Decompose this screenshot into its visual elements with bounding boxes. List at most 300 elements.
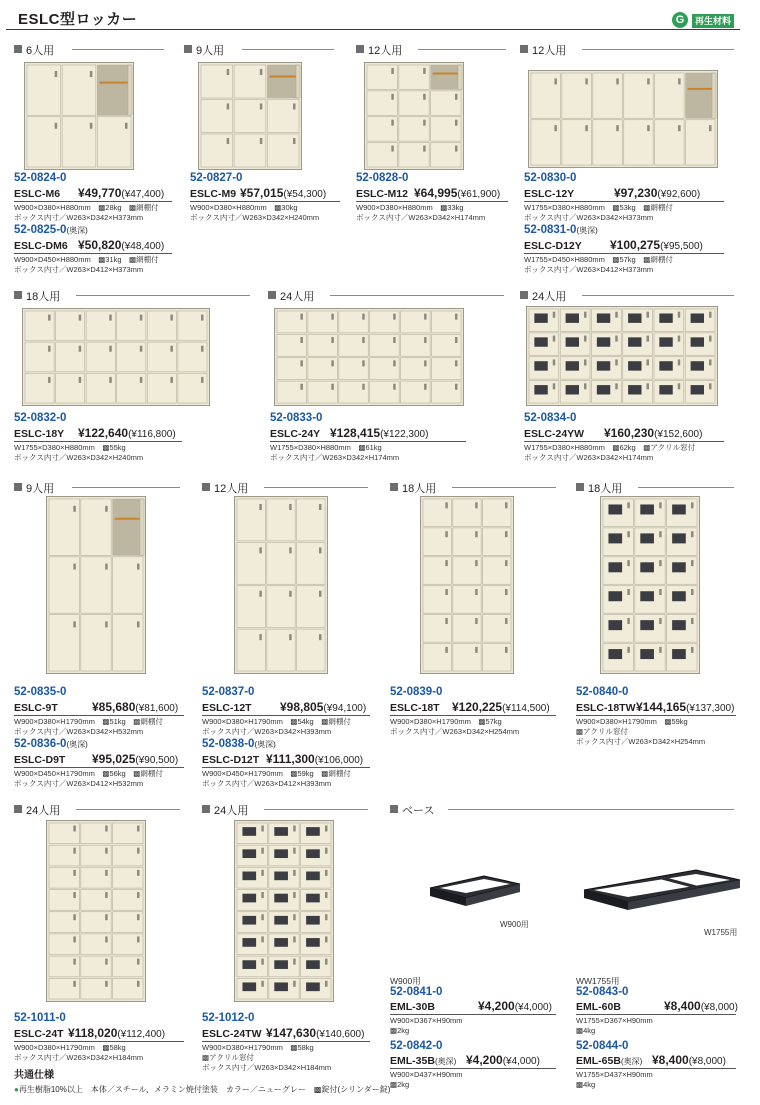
lock-handle-icon	[585, 125, 588, 131]
product-code-52-0839-0: 52-0839-0	[390, 686, 443, 698]
spec-eslc-d9t-box: ボックス内寸／W263×D412×H532mm	[14, 779, 144, 788]
category-18-person-tall: 18人用	[390, 480, 556, 494]
lock-handle-icon	[325, 825, 328, 831]
lock-handle-icon	[647, 312, 650, 318]
spec-eml-60b-weight: ▩4kg	[576, 1026, 596, 1035]
lock-handle-icon	[475, 531, 478, 537]
lock-handle-icon	[325, 936, 328, 942]
lock-handle-icon	[105, 981, 108, 987]
price-eslc-24y: ¥128,415(¥122,300)	[330, 426, 429, 440]
spec-eslc-dm6-size: W900×D450×H880mm ▩31kg ▩網棚付	[14, 255, 159, 264]
lock-handle-icon	[691, 589, 694, 595]
base-frame-image-w1755	[578, 866, 744, 922]
lock-handle-icon	[455, 337, 458, 343]
lock-handle-icon	[170, 377, 173, 383]
locker-image-eslc-12y	[528, 70, 718, 168]
lock-handle-icon	[424, 360, 427, 366]
lock-handle-icon	[455, 146, 458, 152]
lock-handle-icon	[79, 315, 82, 321]
lock-handle-icon	[105, 564, 108, 570]
acrylic-window	[640, 591, 654, 601]
spec-eslc-18tw-size: W900×D380×H1790mm ▩59kg	[576, 717, 688, 726]
lock-handle-icon	[691, 560, 694, 566]
acrylic-window	[608, 620, 622, 630]
model-eml-30b: EML-30B	[390, 1001, 435, 1013]
acrylic-window	[306, 827, 320, 836]
category-6-person: 6人用	[14, 42, 164, 56]
base-label-w900: W900用	[500, 920, 529, 929]
header-rule	[6, 29, 740, 30]
base-label-eml-30b: W900用	[390, 976, 421, 986]
lock-handle-icon	[475, 589, 478, 595]
spec-eslc-24tw-size: W900×D380×H1790mm ▩58kg	[202, 1043, 314, 1052]
acrylic-window	[274, 982, 288, 991]
spec-eslc-d12t-box: ボックス内寸／W263×D412×H393mm	[202, 779, 332, 788]
square-bullet-icon	[390, 483, 398, 491]
lock-handle-icon	[325, 959, 328, 965]
acrylic-window	[242, 894, 256, 903]
acrylic-window	[566, 313, 579, 322]
product-code-52-0824-0: 52-0824-0	[14, 172, 67, 184]
lock-handle-icon	[709, 383, 712, 389]
product-code-52-0833-0: 52-0833-0	[270, 412, 323, 424]
square-bullet-icon	[14, 291, 22, 299]
acrylic-window	[242, 960, 256, 969]
lock-handle-icon	[554, 78, 557, 84]
lock-handle-icon	[709, 359, 712, 365]
price-eml-65b: ¥8,400(¥8,000)	[652, 1053, 726, 1067]
lock-handle-icon	[678, 125, 681, 131]
lock-handle-icon	[289, 634, 292, 640]
lock-handle-icon	[678, 383, 681, 389]
lock-handle-icon	[48, 346, 51, 352]
acrylic-window	[597, 385, 610, 394]
product-code-52-0828-0: 52-0828-0	[356, 172, 409, 184]
acrylic-window	[608, 591, 622, 601]
model-eslc-24t: ESLC-24T	[14, 1028, 64, 1040]
lock-handle-icon	[140, 346, 143, 352]
acrylic-window	[242, 827, 256, 836]
lock-handle-icon	[647, 383, 650, 389]
spec-eslc-12y-size: W1755×D380×H880mm ▩53kg ▩網棚付	[524, 203, 673, 212]
locker-image-eslc-9t	[46, 496, 146, 674]
lock-handle-icon	[627, 502, 630, 508]
lock-handle-icon	[393, 314, 396, 320]
lock-handle-icon	[73, 936, 76, 942]
lock-handle-icon	[325, 848, 328, 854]
lock-handle-icon	[423, 68, 426, 74]
lock-handle-icon	[659, 531, 662, 537]
category-18-person-wide: 18人用	[14, 288, 250, 302]
acrylic-window	[274, 827, 288, 836]
product-code-52-0836-0: 52-0836-0(奥深)	[14, 738, 88, 750]
acrylic-window	[306, 938, 320, 947]
base-frame-image-w900	[424, 870, 524, 920]
lock-handle-icon	[445, 618, 448, 624]
spec-eslc-d12t-size: W900×D450×H1790mm ▩59kg ▩網棚付	[202, 769, 351, 778]
price-eslc-24tw: ¥147,630(¥140,600)	[266, 1026, 365, 1040]
product-code-52-0825-0: 52-0825-0(奥深)	[14, 224, 88, 236]
acrylic-window	[534, 385, 547, 394]
spec-eml-30b-weight: ▩2kg	[390, 1026, 410, 1035]
spec-eslc-d9t-size: W900×D450×H1790mm ▩56kg ▩網棚付	[14, 769, 163, 778]
square-bullet-icon	[520, 45, 528, 53]
lock-handle-icon	[505, 502, 508, 508]
lock-handle-icon	[261, 848, 264, 854]
lock-handle-icon	[137, 621, 140, 627]
acrylic-window	[597, 361, 610, 370]
lock-handle-icon	[73, 981, 76, 987]
acrylic-window	[597, 337, 610, 346]
square-bullet-icon	[356, 45, 364, 53]
price-eslc-12y: ¥97,230(¥92,600)	[614, 186, 701, 200]
lock-handle-icon	[615, 336, 618, 342]
lock-handle-icon	[325, 981, 328, 987]
lock-handle-icon	[627, 560, 630, 566]
lock-handle-icon	[659, 618, 662, 624]
lock-handle-icon	[615, 359, 618, 365]
lock-handle-icon	[300, 314, 303, 320]
category-9-person: 9人用	[184, 42, 334, 56]
locker-cabinet-drawing	[600, 496, 700, 674]
acrylic-window	[274, 894, 288, 903]
acrylic-window	[306, 849, 320, 858]
price-eslc-9t: ¥85,680(¥81,600)	[92, 700, 179, 714]
spec-eslc-24tw-window: ▩アクリル窓付	[202, 1053, 254, 1062]
locker-cabinet-drawing	[198, 62, 302, 170]
acrylic-window	[306, 894, 320, 903]
lock-handle-icon	[289, 547, 292, 553]
lock-handle-icon	[678, 78, 681, 84]
locker-image-eslc-12t	[234, 496, 328, 674]
lock-handle-icon	[79, 377, 82, 383]
lock-handle-icon	[319, 634, 322, 640]
base-label-eml-60b: WW1755用	[576, 976, 620, 986]
lock-handle-icon	[423, 94, 426, 100]
square-bullet-icon	[14, 805, 22, 813]
lock-handle-icon	[73, 564, 76, 570]
square-bullet-icon	[14, 45, 22, 53]
lock-handle-icon	[90, 123, 93, 129]
product-code-52-0842-0: 52-0842-0	[390, 1040, 443, 1052]
lock-handle-icon	[331, 337, 334, 343]
lock-handle-icon	[105, 959, 108, 965]
model-eslc-d9t: ESLC-D9T	[14, 754, 66, 766]
lock-handle-icon	[331, 360, 334, 366]
spec-eslc-24yw-box: ボックス内寸／W263×D342×H174mm	[524, 453, 654, 462]
lock-handle-icon	[647, 359, 650, 365]
acrylic-window	[306, 872, 320, 881]
locker-image-eslc-24yw	[526, 306, 718, 406]
acrylic-window	[242, 916, 256, 925]
spec-eslc-d12y-size: W1755×D450×H880mm ▩57kg ▩網棚付	[524, 255, 673, 264]
acrylic-window	[534, 337, 547, 346]
square-bullet-icon	[202, 805, 210, 813]
acrylic-window	[608, 562, 622, 572]
category-12-person-tall: 12人用	[202, 480, 368, 494]
lock-handle-icon	[553, 336, 556, 342]
lock-handle-icon	[362, 314, 365, 320]
price-eml-35b: ¥4,200(¥4,000)	[466, 1053, 540, 1067]
category-24-person-wide: 24人用	[268, 288, 504, 302]
spec-eslc-m6-box: ボックス内寸／W263×D342×H373mm	[14, 213, 144, 222]
spec-eml-65b-size: W1755×D437×H90mm	[576, 1070, 653, 1079]
lock-handle-icon	[55, 123, 58, 129]
lock-handle-icon	[201, 377, 204, 383]
spec-eslc-18tw-box: ボックス内寸／W263×D342×H254mm	[576, 737, 706, 746]
locker-image-eslc-m6	[24, 62, 134, 170]
lock-handle-icon	[293, 959, 296, 965]
acrylic-window	[628, 361, 641, 370]
lock-handle-icon	[584, 383, 587, 389]
lock-handle-icon	[445, 531, 448, 537]
locker-cabinet-drawing	[234, 820, 334, 1002]
spec-eml-35b-weight: ▩2kg	[390, 1080, 410, 1089]
lock-handle-icon	[125, 123, 128, 129]
category-base: ベース	[390, 802, 734, 816]
lock-handle-icon	[505, 647, 508, 653]
price-eml-30b: ¥4,200(¥4,000)	[478, 999, 552, 1013]
lock-handle-icon	[659, 647, 662, 653]
spec-eslc-24t-box: ボックス内寸／W263×D342×H184mm	[14, 1053, 144, 1062]
acrylic-window	[672, 562, 686, 572]
open-locker-door	[97, 65, 131, 115]
price-eslc-d9t: ¥95,025(¥90,500)	[92, 752, 179, 766]
acrylic-window	[672, 620, 686, 630]
lock-handle-icon	[505, 618, 508, 624]
lock-handle-icon	[319, 591, 322, 597]
category-18-person-tall-window: 18人用	[576, 480, 734, 494]
acrylic-window	[672, 504, 686, 514]
lock-handle-icon	[391, 146, 394, 152]
product-code-52-0840-0: 52-0840-0	[576, 686, 629, 698]
locker-image-eslc-m9	[198, 62, 302, 170]
lock-handle-icon	[445, 502, 448, 508]
lock-handle-icon	[293, 848, 296, 854]
lock-handle-icon	[475, 618, 478, 624]
spec-eslc-24yw-size: W1755×D380×H880mm ▩62kg ▩アクリル窓付	[524, 443, 696, 452]
price-eslc-18t: ¥120,225(¥114,500)	[452, 700, 550, 714]
product-code-52-0837-0: 52-0837-0	[202, 686, 255, 698]
acrylic-window	[242, 849, 256, 858]
base-label-w1755: W1755用	[704, 928, 738, 937]
price-eslc-12t: ¥98,805(¥94,100)	[280, 700, 367, 714]
green-g-logo-icon: G	[672, 12, 688, 28]
lock-handle-icon	[553, 312, 556, 318]
spec-eml-60b-size: W1755×D367×H90mm	[576, 1016, 653, 1025]
lock-handle-icon	[105, 892, 108, 898]
lock-handle-icon	[709, 312, 712, 318]
lock-handle-icon	[647, 125, 650, 131]
model-eslc-d12t: ESLC-D12T	[202, 754, 260, 766]
lock-handle-icon	[325, 914, 328, 920]
lock-handle-icon	[170, 346, 173, 352]
spec-eslc-18y-size: W1755×D380×H880mm ▩55kg	[14, 443, 126, 452]
lock-handle-icon	[445, 560, 448, 566]
lock-handle-icon	[627, 618, 630, 624]
lock-handle-icon	[293, 981, 296, 987]
spec-eslc-24tw-box: ボックス内寸／W263×D342×H184mm	[202, 1063, 332, 1072]
lock-handle-icon	[475, 647, 478, 653]
lock-handle-icon	[391, 94, 394, 100]
lock-handle-icon	[105, 936, 108, 942]
product-code-52-0838-0: 52-0838-0(奥深)	[202, 738, 276, 750]
product-code-52-0832-0: 52-0832-0	[14, 412, 67, 424]
lock-handle-icon	[105, 506, 108, 512]
locker-cabinet-drawing	[46, 496, 146, 674]
lock-handle-icon	[678, 336, 681, 342]
lock-handle-icon	[393, 360, 396, 366]
acrylic-window	[659, 313, 672, 322]
lock-handle-icon	[445, 589, 448, 595]
product-code-52-0834-0: 52-0834-0	[524, 412, 577, 424]
price-eml-60b: ¥8,400(¥8,000)	[664, 999, 738, 1013]
spec-eml-35b-size: W900×D437×H90mm	[390, 1070, 463, 1079]
lock-handle-icon	[90, 71, 93, 77]
category-12-person-a: 12人用	[356, 42, 506, 56]
lock-handle-icon	[362, 384, 365, 390]
lock-handle-icon	[584, 336, 587, 342]
lock-handle-icon	[505, 531, 508, 537]
lock-handle-icon	[423, 146, 426, 152]
spec-eslc-24t-size: W900×D380×H1790mm ▩58kg	[14, 1043, 126, 1052]
model-eslc-18t: ESLC-18T	[390, 702, 440, 714]
locker-image-eslc-24t	[46, 820, 146, 1002]
lock-handle-icon	[293, 138, 296, 144]
spec-eslc-dm6-box: ボックス内寸／W263×D412×H373mm	[14, 265, 144, 274]
bullet-icon: ●	[14, 1085, 19, 1094]
lock-handle-icon	[455, 94, 458, 100]
acrylic-window	[640, 504, 654, 514]
lock-handle-icon	[137, 870, 140, 876]
locker-image-eslc-24y	[274, 308, 464, 406]
lock-handle-icon	[455, 314, 458, 320]
spec-eslc-18t-box: ボックス内寸／W263×D342×H254mm	[390, 727, 520, 736]
model-eslc-24tw: ESLC-24TW	[202, 1028, 262, 1040]
lock-handle-icon	[79, 346, 82, 352]
recycled-material-badge: 再生材料	[692, 14, 734, 28]
category-12-person-b: 12人用	[520, 42, 734, 56]
lock-handle-icon	[170, 315, 173, 321]
lock-handle-icon	[109, 315, 112, 321]
lock-handle-icon	[137, 892, 140, 898]
lock-handle-icon	[424, 314, 427, 320]
lock-handle-icon	[261, 892, 264, 898]
lock-handle-icon	[293, 825, 296, 831]
spec-eslc-18t-size: W900×D380×H1790mm ▩57kg	[390, 717, 502, 726]
lock-handle-icon	[362, 337, 365, 343]
model-eml-60b: EML-60B	[576, 1001, 621, 1013]
price-eslc-18tw: ¥144,165(¥137,300)	[636, 700, 735, 714]
lock-handle-icon	[105, 825, 108, 831]
common-specs-text: ●再生樹脂10%以上 本体／スチール、メラミン焼付塗装 カラー／ニューグレー ▩錠付(シリンダー錠)	[14, 1085, 391, 1094]
lock-handle-icon	[73, 870, 76, 876]
acrylic-window	[659, 361, 672, 370]
lock-handle-icon	[391, 120, 394, 126]
lock-handle-icon	[455, 384, 458, 390]
locker-cabinet-drawing	[420, 496, 514, 674]
lock-handle-icon	[647, 336, 650, 342]
acrylic-window	[691, 313, 704, 322]
model-eslc-18tw: ESLC-18TW	[576, 702, 636, 714]
acrylic-window	[628, 385, 641, 394]
lock-handle-icon	[319, 504, 322, 510]
page-header	[6, 8, 750, 30]
lock-handle-icon	[391, 68, 394, 74]
open-locker-door	[113, 499, 143, 555]
locker-image-eslc-24tw	[234, 820, 334, 1002]
price-eslc-24yw: ¥160,230(¥152,600)	[604, 426, 703, 440]
lock-handle-icon	[73, 914, 76, 920]
lock-handle-icon	[325, 870, 328, 876]
lock-handle-icon	[615, 383, 618, 389]
acrylic-window	[691, 337, 704, 346]
spec-eslc-12t-box: ボックス内寸／W263×D342×H393mm	[202, 727, 332, 736]
acrylic-window	[274, 960, 288, 969]
acrylic-window	[242, 938, 256, 947]
spec-eml-65b-weight: ▩4kg	[576, 1080, 596, 1089]
lock-handle-icon	[261, 825, 264, 831]
acrylic-window	[691, 361, 704, 370]
lock-handle-icon	[48, 315, 51, 321]
lock-handle-icon	[475, 502, 478, 508]
acrylic-window	[274, 872, 288, 881]
acrylic-window	[640, 649, 654, 659]
acrylic-window	[597, 313, 610, 322]
lock-handle-icon	[227, 69, 230, 75]
locker-cabinet-drawing	[24, 62, 134, 170]
acrylic-window	[672, 533, 686, 543]
price-eslc-dm6: ¥50,820(¥48,400)	[78, 238, 165, 252]
lock-handle-icon	[553, 383, 556, 389]
acrylic-window	[640, 620, 654, 630]
page-title: ESLC型ロッカー	[18, 11, 138, 28]
lock-handle-icon	[201, 346, 204, 352]
lock-handle-icon	[678, 359, 681, 365]
lock-handle-icon	[137, 564, 140, 570]
lock-handle-icon	[424, 384, 427, 390]
spec-eslc-d12y-box: ボックス内寸／W263×D412×H373mm	[524, 265, 654, 274]
lock-handle-icon	[709, 125, 712, 131]
acrylic-window	[640, 562, 654, 572]
price-eslc-m12: ¥64,995(¥61,900)	[414, 186, 501, 200]
square-bullet-icon	[202, 483, 210, 491]
model-eslc-12t: ESLC-12T	[202, 702, 252, 714]
model-eml-65b: EML-65B(奥深)	[576, 1055, 643, 1067]
square-bullet-icon	[14, 483, 22, 491]
acrylic-window	[242, 872, 256, 881]
locker-image-eslc-18t	[420, 496, 514, 674]
product-code-52-0835-0: 52-0835-0	[14, 686, 67, 698]
spec-eslc-18tw-window: ▩アクリル窓付	[576, 727, 628, 736]
product-code-52-0827-0: 52-0827-0	[190, 172, 243, 184]
acrylic-window	[672, 649, 686, 659]
locker-image-eslc-18tw	[600, 496, 700, 674]
spec-eslc-12t-size: W900×D380×H1790mm ▩54kg ▩網棚付	[202, 717, 351, 726]
lock-handle-icon	[659, 589, 662, 595]
lock-handle-icon	[455, 120, 458, 126]
acrylic-window	[274, 916, 288, 925]
category-24-person-window-wide: 24人用	[520, 288, 734, 302]
lock-handle-icon	[616, 78, 619, 84]
square-bullet-icon	[184, 45, 192, 53]
lock-handle-icon	[137, 959, 140, 965]
lock-handle-icon	[393, 384, 396, 390]
spec-eslc-m9-box: ボックス内寸／W263×D342×H240mm	[190, 213, 320, 222]
lock-handle-icon	[73, 892, 76, 898]
price-eslc-18y: ¥122,640(¥116,800)	[78, 426, 176, 440]
spec-eslc-m9-size: W900×D380×H880mm ▩30kg	[190, 203, 298, 212]
